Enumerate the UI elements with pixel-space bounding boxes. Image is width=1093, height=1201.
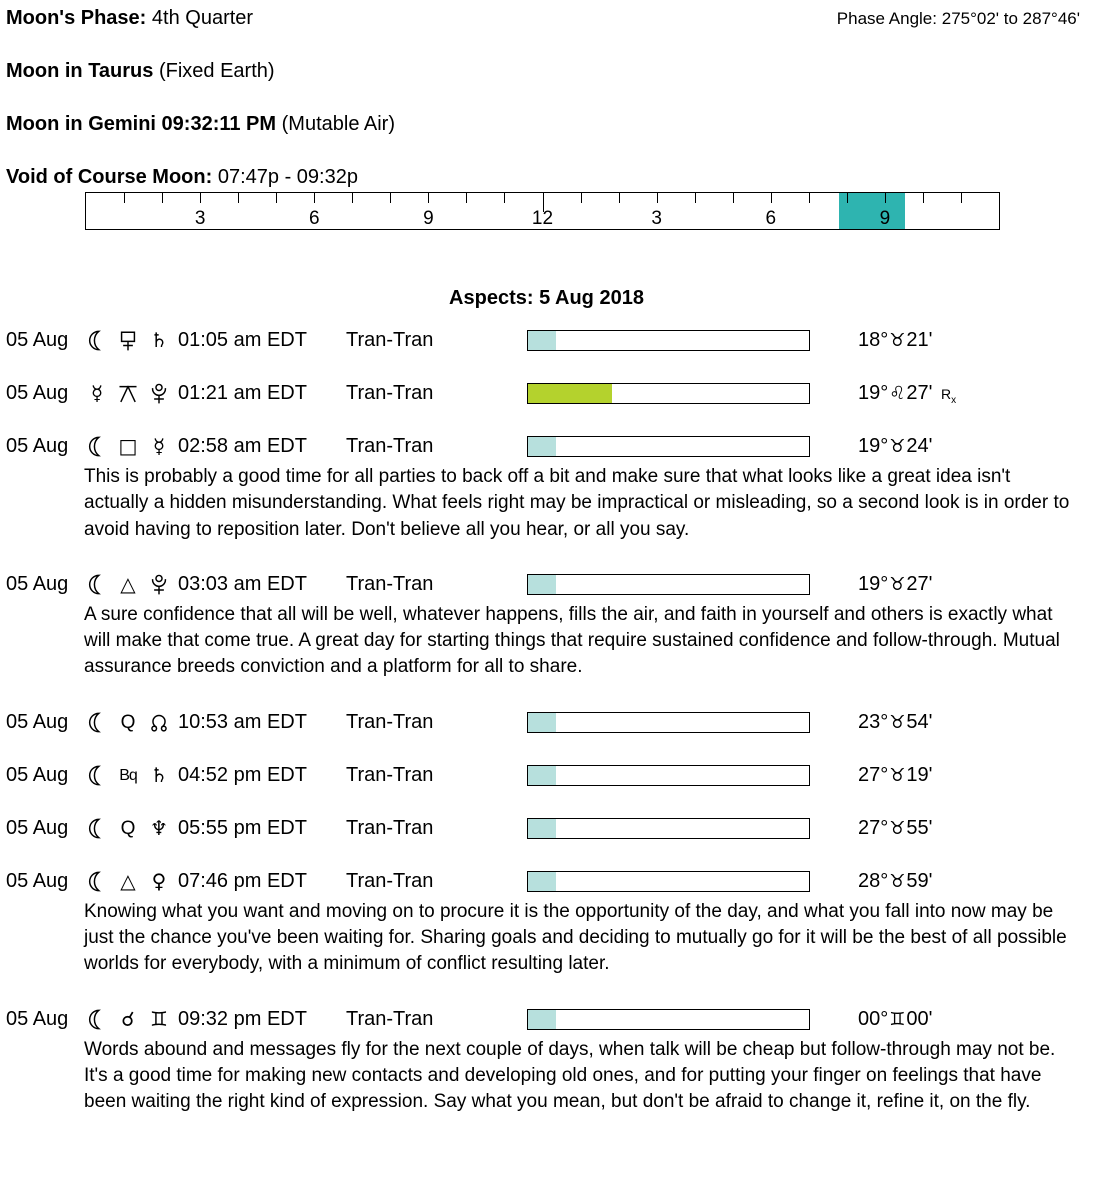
aspect-type: Tran-Tran (346, 382, 434, 404)
day-timeline-ruler (85, 192, 1000, 230)
position-minutes: 24' (906, 435, 933, 457)
mercury-icon: ☿ (90, 381, 104, 405)
aspect-orb-bar (527, 871, 810, 892)
retrograde-indicator: $R_x$ (941, 385, 957, 406)
hour-tick (276, 193, 277, 203)
hour-tick (847, 193, 848, 203)
aspect-type: Tran-Tran (346, 572, 434, 595)
aspect-symbols (84, 763, 178, 788)
void-of-course-highlight (839, 193, 906, 229)
hour-tick (657, 193, 658, 203)
phase-angle-label: Phase Angle: (836, 9, 937, 28)
aspect-position (858, 382, 956, 406)
moon-icon (84, 328, 110, 353)
aspect-orb-bar (527, 383, 810, 404)
aspect-type: Tran-Tran (346, 869, 434, 892)
aspect-time: 01:21 am EDT (178, 382, 307, 404)
aspect-orb-fill (528, 1010, 556, 1029)
moons-phase-value: 4th Quarter (151, 7, 254, 29)
aspect-orb-fill (528, 575, 556, 594)
zodiac-sign-icon: ♉ (889, 573, 906, 595)
aspect-position (858, 764, 932, 787)
aspect-orb-fill (528, 331, 556, 350)
mercury-icon: ☿ (152, 434, 166, 458)
aspect-symbols (84, 572, 178, 597)
aspect-row (0, 709, 1093, 736)
position-minutes: 55' (906, 816, 933, 839)
aspect-interpretation: Words abound and messages fly for the next couple of days, when talk will be cheap but follow-through may not be. It's a good time for making new contacts and developing old ones, and for putting your finger on feelings that have been waiting the right kind of expression. Say what you mean, but don't be afraid to change it, refine it, on the fly. (84, 1038, 1056, 1113)
aspect-type: Tran-Tran (346, 816, 434, 839)
void-of-course-line (6, 167, 1093, 188)
moon-icon (84, 869, 110, 894)
aspect-orb-fill (528, 713, 556, 732)
aspect-symbols (84, 869, 178, 894)
aspect-type: Tran-Tran (346, 329, 434, 351)
quincunx-icon (115, 381, 141, 406)
trine-icon: △ (120, 868, 136, 893)
aspect-orb-fill (528, 819, 556, 838)
aspect-row (0, 815, 1093, 842)
zodiac-sign-icon: ♉ (889, 817, 906, 839)
void-of-course-value: 07:47p - 09:32p (217, 166, 358, 188)
aspect-list (0, 327, 1093, 1116)
saturn-icon: ♄ (150, 328, 168, 352)
zodiac-sign-icon: ♉ (889, 711, 906, 733)
square-icon: □ (118, 434, 138, 458)
moons-phase-label: Moon's Phase: (6, 7, 147, 29)
hour-tick (504, 193, 505, 203)
position-degrees: 19° (858, 572, 889, 595)
quintile-icon: Q (120, 711, 136, 733)
aspect-row (0, 380, 1093, 407)
position-degrees: 18° (858, 329, 889, 351)
aspect-orb-bar (527, 712, 810, 733)
gemini-icon: ♊ (150, 1006, 168, 1031)
aspect-symbols (84, 381, 178, 406)
aspect-date: 05 Aug (6, 869, 69, 892)
hour-tick (961, 193, 962, 203)
position-minutes: 27' (906, 572, 933, 595)
aspect-symbols (84, 710, 178, 735)
position-degrees: 19° (858, 381, 889, 404)
aspect-row (0, 571, 1093, 598)
aspect-date: 05 Aug (6, 763, 69, 786)
aspect-row (0, 327, 1093, 354)
pluto-icon (146, 572, 172, 597)
moon-icon (84, 710, 110, 735)
aspect-time: 09:32 pm EDT (178, 1007, 307, 1030)
aspect-position (858, 711, 932, 734)
aspect-symbols (84, 816, 178, 841)
void-of-course-label: Void of Course Moon: (6, 166, 213, 188)
hour-label: 12 (531, 208, 554, 229)
aspect-row (0, 433, 1093, 460)
aspect-time: 02:58 am EDT (178, 435, 307, 457)
phase-angle-value: 275°02' to 287°46' (941, 9, 1080, 28)
moons-phase-line (6, 0, 1093, 29)
position-minutes: 59' (906, 869, 933, 892)
zodiac-sign-icon: ♊ (889, 1008, 906, 1030)
hour-tick (390, 193, 391, 203)
position-minutes: 00' (906, 1007, 933, 1030)
aspect-interpretation: This is probably a good time for all parties to back off a bit and make sure that what looks like a great idea isn't actually a hidden misunderstanding. What feels right may be impractical or misleading, so a second look is in order to avoid having to reposition later. Don't believe all you hear, or all you say. (84, 466, 1070, 540)
hour-tick (695, 193, 696, 203)
moon-ingress-label: Moon in Gemini 09:32:11 PM (6, 113, 277, 135)
aspect-orb-fill (528, 766, 556, 785)
hour-tick (314, 193, 315, 203)
hour-tick (771, 193, 772, 203)
zodiac-sign-icon: ♉ (889, 330, 906, 351)
moon-icon (84, 816, 110, 841)
header (6, 0, 1093, 188)
zodiac-sign-icon: ♉ (889, 764, 906, 786)
aspect-symbols (84, 1007, 178, 1032)
moon-icon (84, 572, 110, 597)
aspect-orb-fill (528, 872, 556, 891)
hour-tick (581, 193, 582, 203)
moon-icon (84, 1007, 110, 1032)
neptune-icon: ♆ (150, 815, 168, 840)
aspect-position (858, 1008, 932, 1031)
north-node-icon (146, 710, 172, 735)
position-degrees: 00° (858, 1007, 889, 1030)
hour-tick (124, 193, 125, 203)
hour-tick (733, 193, 734, 203)
venus-icon: ♀ (151, 868, 167, 893)
position-minutes: 27' (906, 381, 933, 404)
hour-tick (885, 193, 886, 203)
aspect-orb-bar (527, 765, 810, 786)
hour-tick (809, 193, 810, 203)
aspect-date: 05 Aug (6, 710, 69, 733)
moon-ingress-note: (Mutable Air) (281, 113, 395, 135)
aspect-type: Tran-Tran (346, 1007, 434, 1030)
position-minutes: 54' (906, 710, 933, 733)
aspect-date: 05 Aug (6, 329, 69, 351)
position-degrees: 28° (858, 869, 889, 892)
hour-tick (200, 193, 201, 203)
moon-sign-label: Moon in Taurus (6, 60, 154, 82)
position-minutes: 21' (906, 329, 933, 351)
trine-icon: △ (120, 571, 136, 596)
saturn-icon: ♄ (150, 762, 168, 787)
aspect-position (858, 329, 932, 352)
hour-label: 3 (194, 208, 206, 229)
aspect-position (858, 573, 932, 596)
moon-ingress-line (6, 114, 1093, 135)
conjunction-icon: ☌ (121, 1006, 135, 1031)
aspect-interpretation: A sure confidence that all will be well, whatever happens, fills the air, and faith in yourself and others is exactly what will make that come true. A great day for starting things that require sustained confidence and follow-through. Mutual assurance breeds conviction and a platform for all to share. (84, 603, 1060, 678)
hour-label: 6 (308, 208, 320, 229)
moon-sign-note: (Fixed Earth) (158, 60, 275, 82)
aspect-orb-bar (527, 1009, 810, 1030)
aspect-time: 01:05 am EDT (178, 329, 307, 351)
sesquiquadrate-icon (115, 328, 141, 353)
hour-label: 6 (765, 208, 777, 229)
aspect-position (858, 870, 932, 893)
aspect-date: 05 Aug (6, 1007, 69, 1030)
biquintile-icon: Bq (119, 766, 137, 784)
position-degrees: 19° (858, 435, 889, 457)
hour-label: 3 (651, 208, 662, 229)
aspect-position (858, 435, 932, 458)
aspect-type: Tran-Tran (346, 435, 434, 457)
hour-tick (466, 193, 467, 203)
aspect-row (0, 762, 1093, 789)
aspect-orb-bar (527, 574, 810, 595)
aspect-time: 07:46 pm EDT (178, 869, 307, 892)
aspect-orb-fill (528, 437, 556, 456)
hour-tick (428, 193, 429, 203)
aspect-row (0, 1006, 1093, 1033)
moon-icon (84, 434, 110, 459)
hour-label: 9 (423, 208, 434, 229)
aspect-date: 05 Aug (6, 382, 69, 404)
hour-tick (923, 193, 924, 203)
moon-icon (84, 763, 110, 788)
hour-tick (352, 193, 353, 203)
aspect-orb-bar (527, 436, 810, 457)
zodiac-sign-icon: ♉ (889, 436, 906, 457)
aspect-row (0, 868, 1093, 895)
position-degrees: 27° (858, 763, 889, 786)
zodiac-sign-icon: ♌ (889, 382, 906, 404)
aspect-symbols (84, 434, 178, 459)
hour-label: 9 (879, 208, 891, 229)
aspect-time: 03:03 am EDT (178, 572, 307, 595)
aspect-orb-bar (527, 330, 810, 351)
phase-angle (837, 8, 1080, 29)
aspect-symbols (84, 328, 178, 353)
pluto-icon (146, 381, 172, 406)
quintile-icon: Q (120, 817, 136, 839)
aspect-time: 05:55 pm EDT (178, 816, 307, 839)
zodiac-sign-icon: ♉ (889, 870, 906, 892)
position-degrees: 27° (858, 816, 889, 839)
aspect-position (858, 817, 932, 840)
aspect-orb-bar (527, 818, 810, 839)
aspect-time: 04:52 pm EDT (178, 763, 307, 786)
aspect-date: 05 Aug (6, 816, 69, 839)
hour-tick (619, 193, 620, 203)
aspect-interpretation: Knowing what you want and moving on to procure it is the opportunity of the day, and what you fall into now may be just the chance you've been waiting for. Sharing goals and deciding to mutually go for it will be the best of all possible worlds for everybody, with a minimum of conflict resulting later. (84, 900, 1067, 975)
aspect-time: 10:53 am EDT (178, 710, 307, 733)
aspect-type: Tran-Tran (346, 763, 434, 786)
position-degrees: 23° (858, 710, 889, 733)
aspect-date: 05 Aug (6, 572, 69, 595)
position-minutes: 19' (906, 763, 933, 786)
aspect-orb-fill (528, 384, 612, 403)
hour-tick (162, 193, 163, 203)
moon-sign-line (6, 61, 1093, 82)
hour-tick (238, 193, 239, 203)
aspects-title: Aspects: 5 Aug 2018 (449, 287, 644, 309)
aspect-date: 05 Aug (6, 435, 69, 457)
aspect-type: Tran-Tran (346, 710, 434, 733)
